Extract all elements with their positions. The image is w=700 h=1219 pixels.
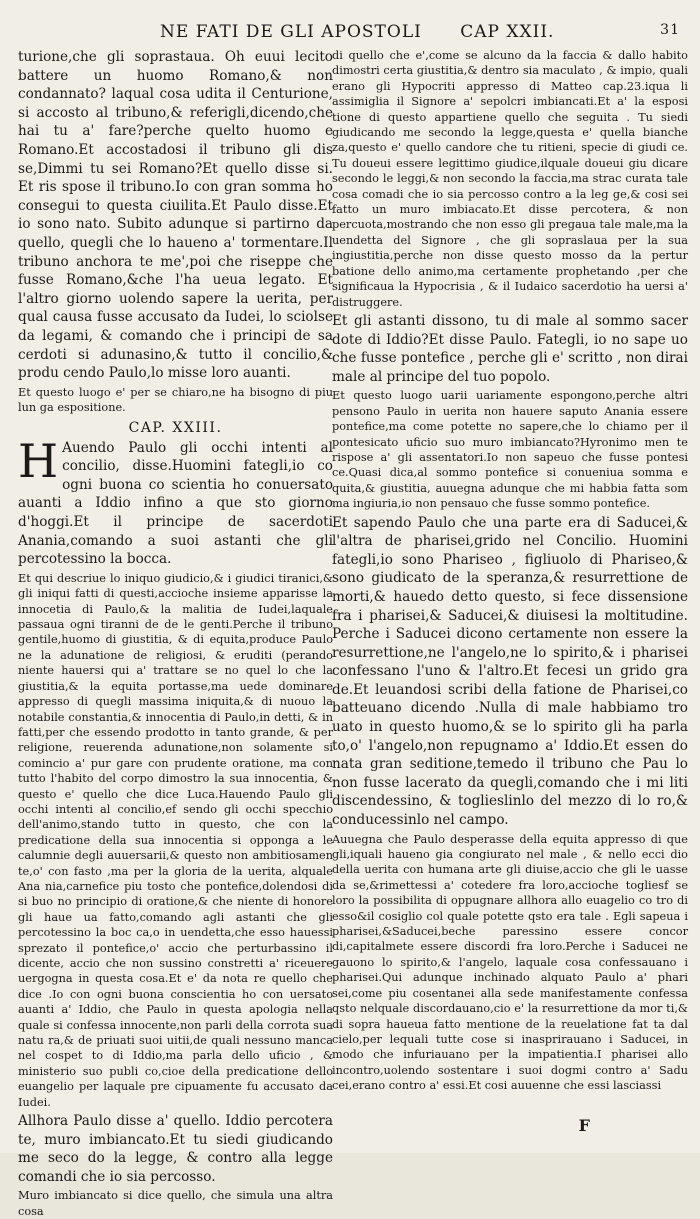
scripture-paragraph: Et gli astanti dissono, tu di male al sommo sacer dote di Iddio?Et disse Paulo. Fategli, io no sape uo che fusse pontefice , perche gli e' scritto , non dirai male al principe del tuo popolo. [332, 312, 688, 385]
right-column [332, 48, 688, 1113]
scripture-paragraph: Et sapendo Paulo che una parte era di Saducei,& l'altra de pharisei,grido nel Concilio. Huomini fategli,io sono Phariseo , figliuolo di Phariseo,& sono giudicato de la speranza,& resurrettione de morti,& hauedo detto questo, si fece dissensione fra i pharisei,& Saducei,& diuisesi la moltitudine. Perche i Saducei dicono certamente non essere la resurrettione,ne l'angelo,ne lo spirito,& i pharisei confessano l'uno & l'altro.Et fecesi un grido gra de.Et leuandosi scribi della fatione de Pharisei,co batteuano dicendo .Nulla di male habbiamo tro uato in questo huomo,& se lo spirito gli ha parla to,o' l'angelo,non repugnamo a' Iddio.Et essen do nata gran seditione,temedo il tribuno che Pau lo non fusse lacerato da quegli,comando che i mi liti discendessino, & toglieslinlo del mezzo di lo ro,& conducessinlo nel campo. [332, 514, 688, 829]
signature-mark: F [578, 1116, 590, 1135]
folio-number: 31 [660, 22, 680, 38]
commentary-paragraph: di quello che e',come se alcuno da la faccia & dallo habito dimostri certa giustitia,& dentro sia maculato , & impio, quali erano gli Hypocriti appresso di Matteo cap.23.iqua li assimiglia il Signore a' sepolcri imbiancati.Et a' la esposi tione di questo appartiene quello che seguita . Tu siedi giudicando me secondo la legge,questa e' quella bianche za,questo e' quello candore che tu ritieni, specie di giudi ce. Tu doueui essere legittimo giudice,ilquale doueui giu dicare secondo le leggi,& non secondo la faccia,ma strac curata tale cosa comadi che io sia percosso contro a la leg ge,& cosi sei fatto un muro imbiacato.Et disse percotera, & non percuota,mostrando che non esso gli pregaua tale male,ma la uendetta del Signore , che gli sopraslaua per la sua ingiustitia,perche non disse questo mosso da la pertur batione dello animo,ma certamente prophetando ,per che significaua la Hypocrisia , & il Iudaico sacerdotio ha uersi a' distruggere. [332, 49, 688, 309]
scripture-paragraph: Allhora Paulo disse a' quello. Iddio percotera te, muro imbiancato.Et tu siedi giudicando me seco do la legge, & contro alla legge comandi che io sia percosso. [18, 1113, 333, 1185]
commentary-paragraph: Et questo luogo uarii uariamente espongono,perche altri pensono Paulo in uerita non hauere saputo Anania essere pontefice,ma come potette no sapere,che lo chiamo per il pontesicato uficio suo muro imbiancato?Hyronimo men te rispose a' gli assentatori.Io non sapeuo che fusse pontesi ce.Quasi dica,al sommo pontefice si conueniua somma e quita,& giustitia, auuegna adunque che mi habbia fatta som ma ingiuria,io non pensauo che fusse sommo pontefice. [332, 389, 688, 511]
drop-capital: H [18, 433, 59, 488]
left-column [18, 48, 333, 1218]
chapter-number: CAP XXII. [460, 22, 555, 42]
commentary-paragraph: Et qui descriue lo iniquo giudicio,& i giudici tiranici,& gli iniqui fatti di questi,accioche insieme apparisse la innocetia di Paulo,& la malitia de Iudei,laquale passaua ogni tiranni de de le genti.Perche il tribuno gentile,huomo di giustitia, & di equita,produce Paulo ne la adunatione de religiosi, & eruditi (perando niente hauersi qui a' trattare se no quel lo che la giustitia,& la equita portasse,ma uede dominare appresso di quegli massima iniquita,& di nuouo la notabile constantia,& innocentia di Paulo,in detti, & in fatti,per che essendo prodotto in tanto grande, & per religione, reuerenda adunatione,non solamente si comincio a' pur gare con prudente oratione, ma con tutto l'habito del corpo dimostro la sua innocentia, & questo e' quello che dice Luca.Hauendo Paulo gli occhi intenti al concilio,ef sendo gli occhi specchio dell'animo,stando tutto in questo, che con la predicatione della sua innocentia si opponga a le calumnie degli auuersarii,& questo non ambitiosamen te,o' con fasto ,ma per la gloria de la uerita, alquale Ana nia,carnefice piu tosto che pontefice,dolendosi di si buo no principio di oratione,& che niente di honore gli haue ua fatto,comando agli astanti che gli percotessino la boc ca,o in uendetta,che esso hauessi sprezato il pontefice,o' accio che perturbassino il dicente, accio che non sussino constretti a' riceuere uergogna in questa cosa.Et e' da nota re quello che dice .Io con ogni buona conscientia ho con uersato auanti a' Iddio, che Paulo in questa apologia nella quale si confessa innocente,non parli della corrota sua natu ra,& de priuati suoi uitii,de quali nessuno manca nel cospet to di Iddio,ma parla dello uficio , & ministerio suo publi co,cioe della predicatione dello euangelio per laquale pre cipuamente fu accusato da Iudei. [18, 571, 333, 1109]
scripture-paragraph: turione,che gli soprastaua. Oh euui lecito battere un huomo Romano,& non condannato? laqual cosa udita il Centurione, si accosto al tribuno,& referigli,dicendo,che hai tu a' fare?perche quelto huomo e Romano.Et accostadosi il tribuno gli dis se,Dimmi tu sei Romano?Et quello disse si. Et ris spose il tribuno.Io con gran somma ho consegui to questa ciuilita.Et Paulo disse.Et io sono nato. Subito adunque si partirno da quello, quegli che lo haueno a' tormentare.Il tribuno anchora te me',poi che riseppe che fusse Romano,&che l'ha ueua legato. Et l'altro giorno uolendo sapere la uerita, per qual causa fusse accusato da Iudei, lo sciolse da legami, & comando che i principi de sa cerdoti si adunasino,& tutto il concilio,& produ cendo Paulo,lo misse loro auanti. [18, 49, 333, 382]
commentary-paragraph: Et questo luogo e' per se chiaro,ne ha bisogno di piu lun ga espositione. [18, 385, 333, 415]
chapter-heading: CAP. XXIII. [128, 419, 223, 436]
scripture-text: Auendo Paulo gli occhi intenti al concilio, disse.Huomini fategli,io co ogni buona co scientia ho conuersato auanti a Iddio infino a que sto giorno d'hoggi.Et il principe de sacerdoti Anania,comando a suoi astanti che gli percotessino la bocca. [18, 439, 333, 568]
running-head [160, 22, 680, 42]
commentary-paragraph: Muro imbiancato si dice quello, che simula una altra cosa [18, 1189, 333, 1218]
running-title: NE FATI DE GLI APOSTOLI [160, 22, 422, 42]
commentary-paragraph: Auuegna che Paulo desperasse della equita appresso di que gli,iquali haueno gia congiurato nel male , & nello ecci dio della uerita con humana arte gli diuise,accio che gli le uasse da se,&rimettessi a' cotedere fra loro,accioche togliesf se loro la possibilita di oppugnare allhora allo euagelio co tro di esso&il cosiglio col quale potette qsto era tale . Egli sapeua i pharisei,&Saducei,beche paressino essere concor di,capitalmete essere discordi fra loro.Perche i Saducei ne gauono lo spirito,& l'angelo, laquale cosa confessauano i pharisei.Qui adunque inchinado alquato Paulo a' phari sei,come piu cosentanei alla sede manifestamente confessa qsto nelquale discordauano,cio e' la resurrettione da mor ti,& di sopra haueua fatto mentione de la reuelatione fat ta dal cielo,per lequali tutte cose si inasprirauano i Saducei, in modo che infuriauano per la impatientia.I pharisei allo incontro,uolendo sostentare i suoi dogmi contro a' Sadu cei,erano contro a' essi.Et cosi auuenne che essi lasciassi [332, 832, 688, 1093]
scripture-paragraph [18, 433, 333, 569]
